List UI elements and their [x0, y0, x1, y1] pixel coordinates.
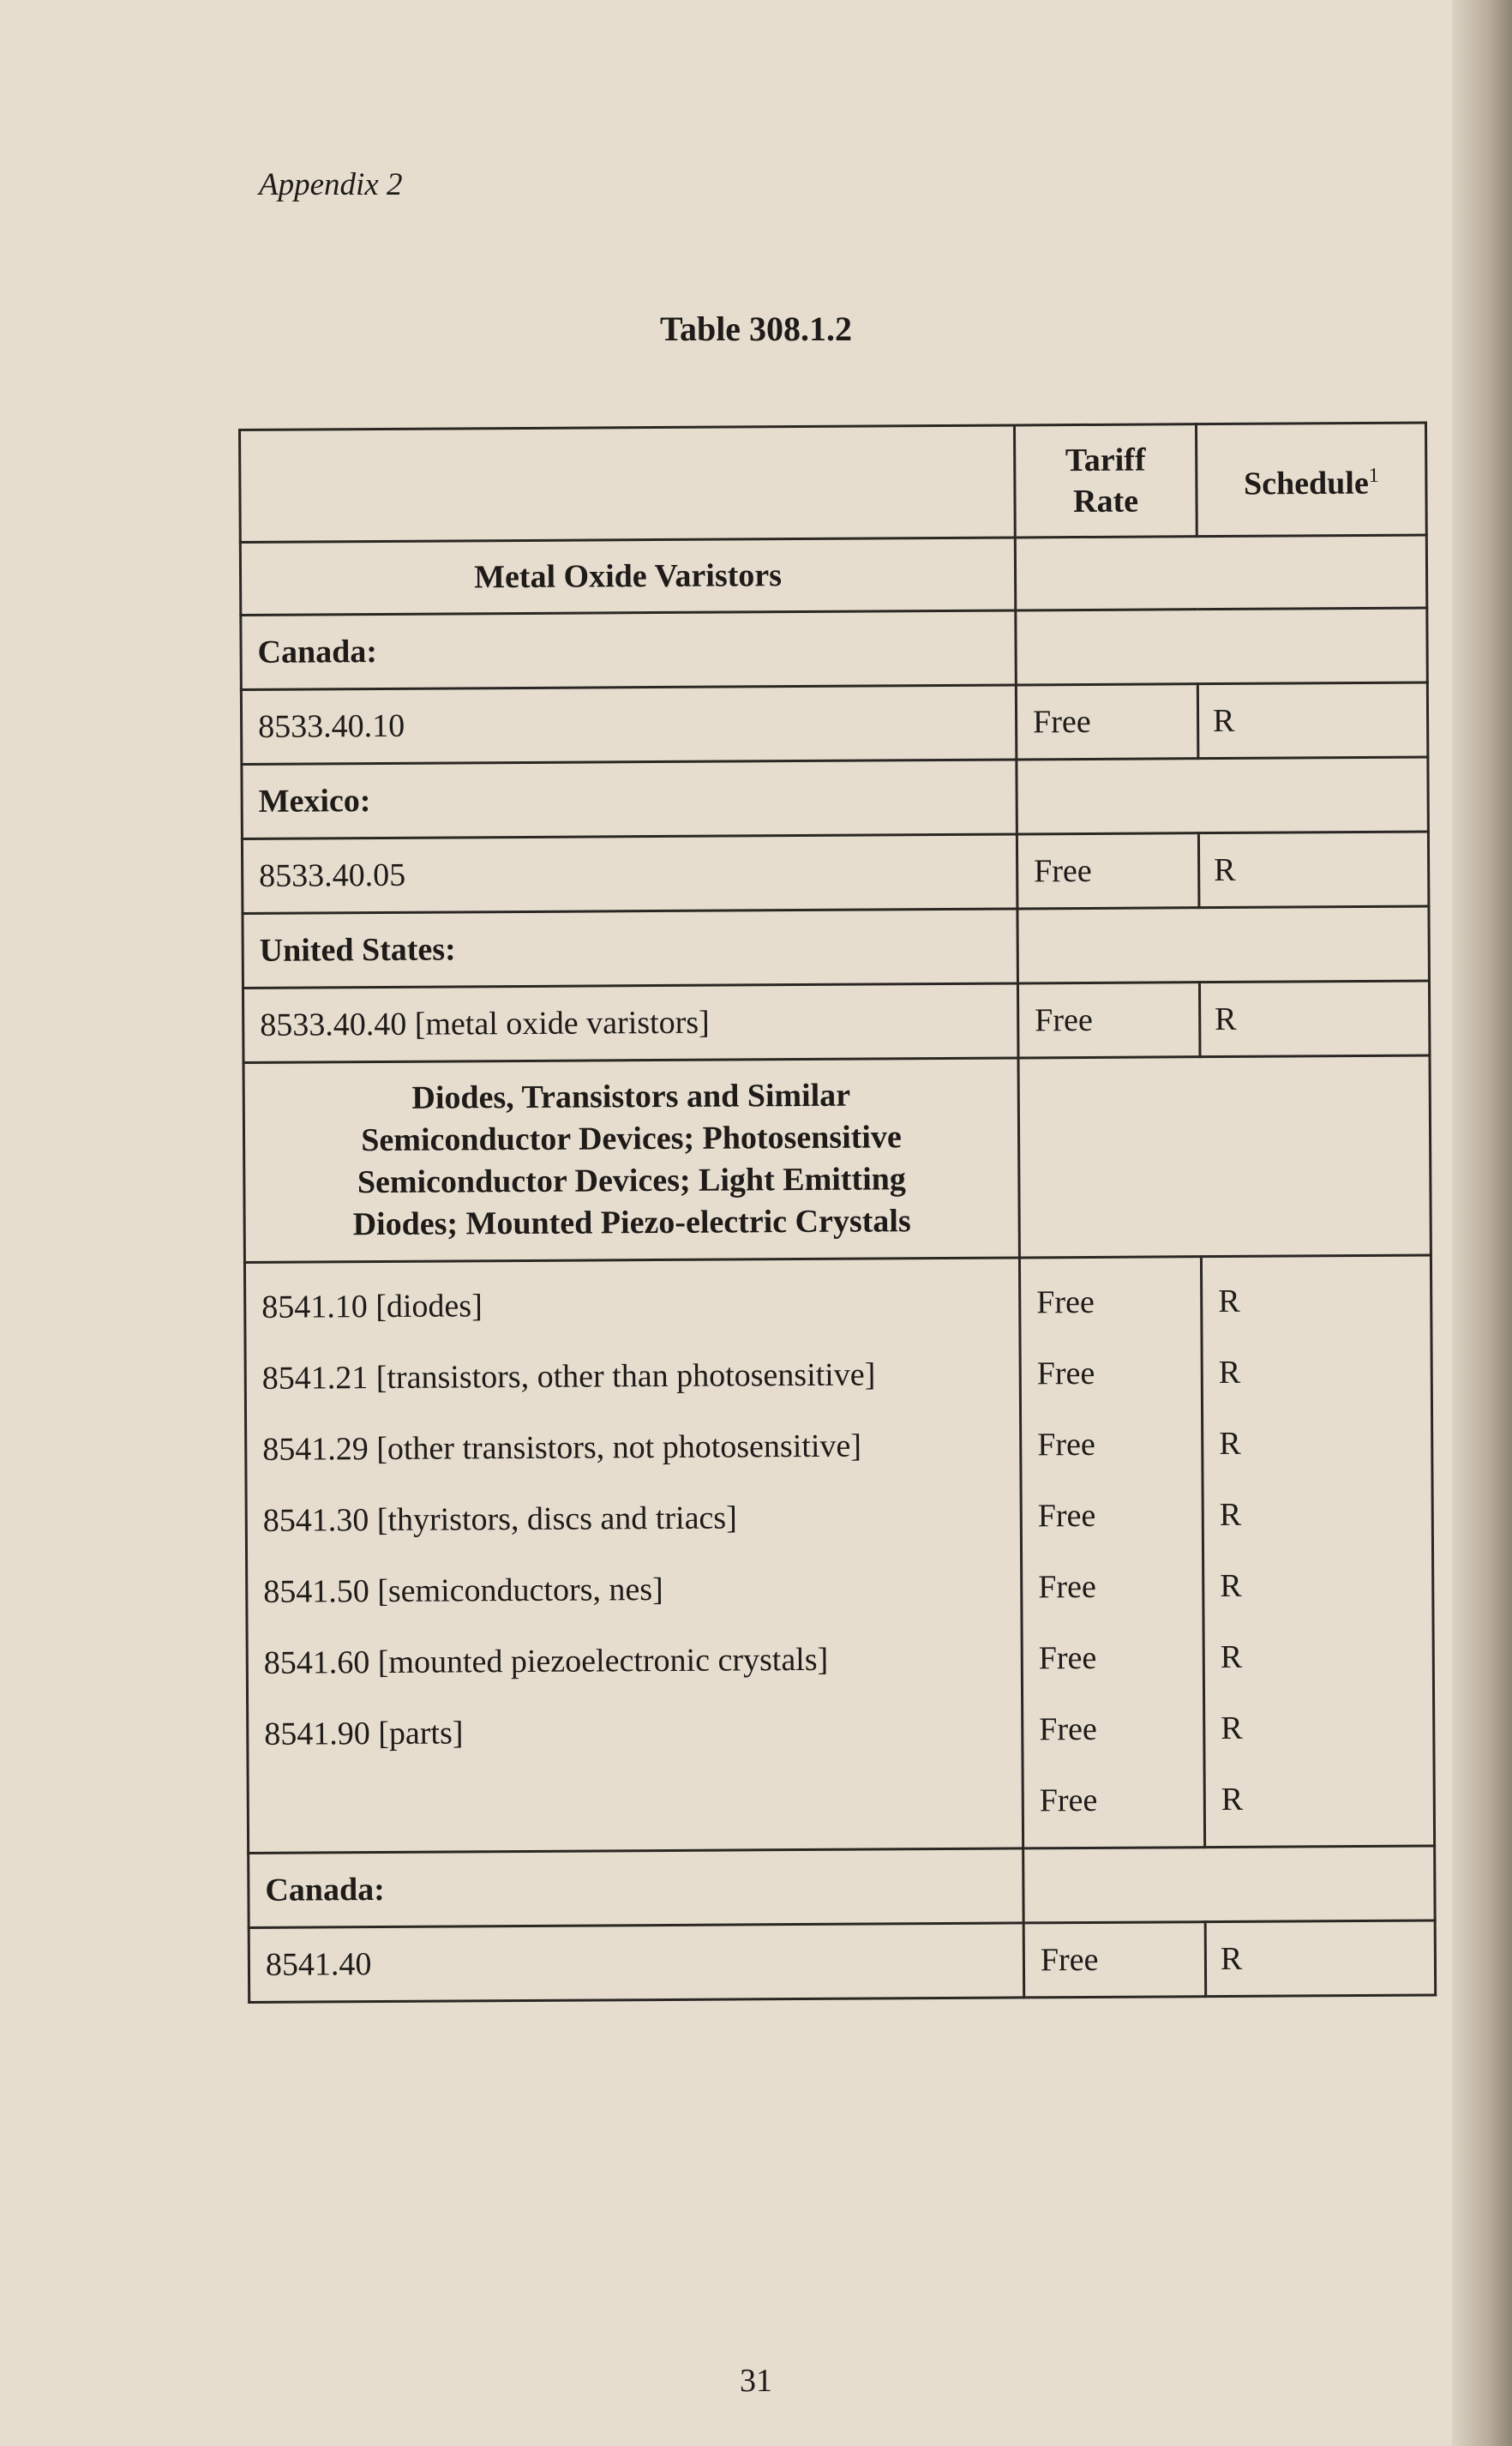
country-empty-cell	[1016, 608, 1428, 685]
country-empty-cell	[1017, 906, 1430, 983]
schedule-value: R	[1218, 1354, 1241, 1391]
table-row	[242, 832, 1429, 913]
table-row	[243, 981, 1430, 1062]
country-row	[242, 757, 1429, 838]
section-title-metal-oxide: Metal Oxide Varistors	[240, 538, 1016, 616]
schedule-value: R	[1221, 1710, 1243, 1747]
tariff-rate: Free	[1039, 1710, 1097, 1748]
schedule-value: R	[1218, 1283, 1240, 1320]
section-title-line: Semiconductor Devices; Photosensitive	[361, 1119, 902, 1159]
tariff-header-line1: Tariff	[1065, 442, 1146, 479]
page-number: 31	[740, 2363, 772, 2399]
table-row	[249, 1920, 1436, 2002]
table-title: Table 308.1.2	[659, 310, 853, 348]
tariff-rate: Free	[1017, 983, 1200, 1058]
list-item: 8541.21 [transistors, other than photosensitive]	[261, 1356, 876, 1397]
list-item: 8541.90 [parts]	[264, 1715, 464, 1752]
tariff-code: 8533.40.10	[241, 685, 1017, 765]
section-empty-cell	[1015, 535, 1427, 610]
country-empty-cell	[1017, 757, 1429, 834]
list-item: 8541.30 [thyristors, discs and triacs]	[262, 1499, 737, 1539]
list-item: 8541.50 [semiconductors, nes]	[263, 1571, 663, 1610]
country-label-canada: Canada:	[241, 610, 1017, 690]
section-row	[240, 535, 1426, 615]
tariff-code: 8533.40.05	[242, 834, 1017, 914]
country-label-mexico: Mexico:	[242, 760, 1017, 839]
list-item-blank	[265, 1766, 1006, 1842]
tariff-rate-header	[1014, 424, 1197, 538]
header-row	[240, 423, 1427, 542]
tariff-rate: Free	[1037, 1497, 1096, 1535]
appendix-header: Appendix 2	[259, 167, 403, 202]
schedule-value: R	[1219, 1496, 1242, 1534]
item-codes-cell	[244, 1258, 1023, 1854]
schedule-footnote-marker: 1	[1368, 464, 1379, 487]
section-title-diodes	[243, 1058, 1019, 1263]
tariff-rate: Free	[1023, 1922, 1206, 1998]
tariff-rate: Free	[1017, 833, 1199, 909]
tariff-header-line2: Rate	[1072, 483, 1139, 520]
schedule-header-label: Schedule	[1243, 465, 1369, 502]
section-empty-cell	[1018, 1055, 1431, 1258]
section-row	[243, 1055, 1431, 1262]
list-item: 8541.10 [diodes]	[261, 1288, 483, 1325]
tariff-code: 8541.40	[249, 1923, 1024, 2003]
header-empty-cell	[240, 425, 1016, 543]
tariff-rate: Free	[1016, 684, 1198, 760]
country-empty-cell	[1023, 1846, 1436, 1923]
schedule-value: R	[1205, 1920, 1436, 1997]
tariff-table	[238, 422, 1437, 2004]
country-label-united-states: United States:	[243, 909, 1018, 989]
section-title-line: Semiconductor Devices; Light Emitting	[357, 1161, 906, 1201]
tariff-table-wrapper	[238, 422, 1434, 2004]
page-edge-shadow	[1452, 0, 1512, 2446]
schedule-value: R	[1219, 1425, 1241, 1463]
table-row	[241, 682, 1428, 764]
tariff-rate: Free	[1039, 1782, 1098, 1819]
section-title-line: Diodes, Transistors and Similar	[411, 1077, 851, 1116]
schedule-value: R	[1220, 1567, 1242, 1605]
list-item: 8541.29 [other transistors, not photosensitive]	[262, 1427, 862, 1468]
schedule-value: R	[1199, 981, 1430, 1057]
country-row	[243, 906, 1430, 988]
tariff-rate: Free	[1036, 1355, 1095, 1392]
section-title-line: Diodes; Mounted Piezo-electric Crystals	[352, 1203, 911, 1243]
tariff-rate: Free	[1038, 1639, 1097, 1677]
country-row	[241, 608, 1428, 689]
item-rates-cell	[1019, 1257, 1204, 1848]
schedule-header	[1196, 423, 1426, 537]
country-label-canada: Canada:	[249, 1848, 1024, 1928]
country-row	[249, 1846, 1436, 1927]
schedule-value: R	[1198, 832, 1429, 908]
tariff-rate: Free	[1036, 1283, 1095, 1321]
schedule-value: R	[1197, 682, 1428, 759]
item-schedules-cell	[1201, 1255, 1434, 1848]
tariff-rate: Free	[1038, 1568, 1096, 1606]
list-item: 8541.60 [mounted piezoelectronic crystals]	[263, 1641, 829, 1681]
tariff-code: 8533.40.40 [metal oxide varistors]	[243, 983, 1018, 1063]
schedule-value: R	[1221, 1781, 1244, 1818]
tariff-rate: Free	[1037, 1426, 1095, 1463]
items-block-row	[244, 1255, 1434, 1853]
schedule-value: R	[1220, 1638, 1243, 1676]
